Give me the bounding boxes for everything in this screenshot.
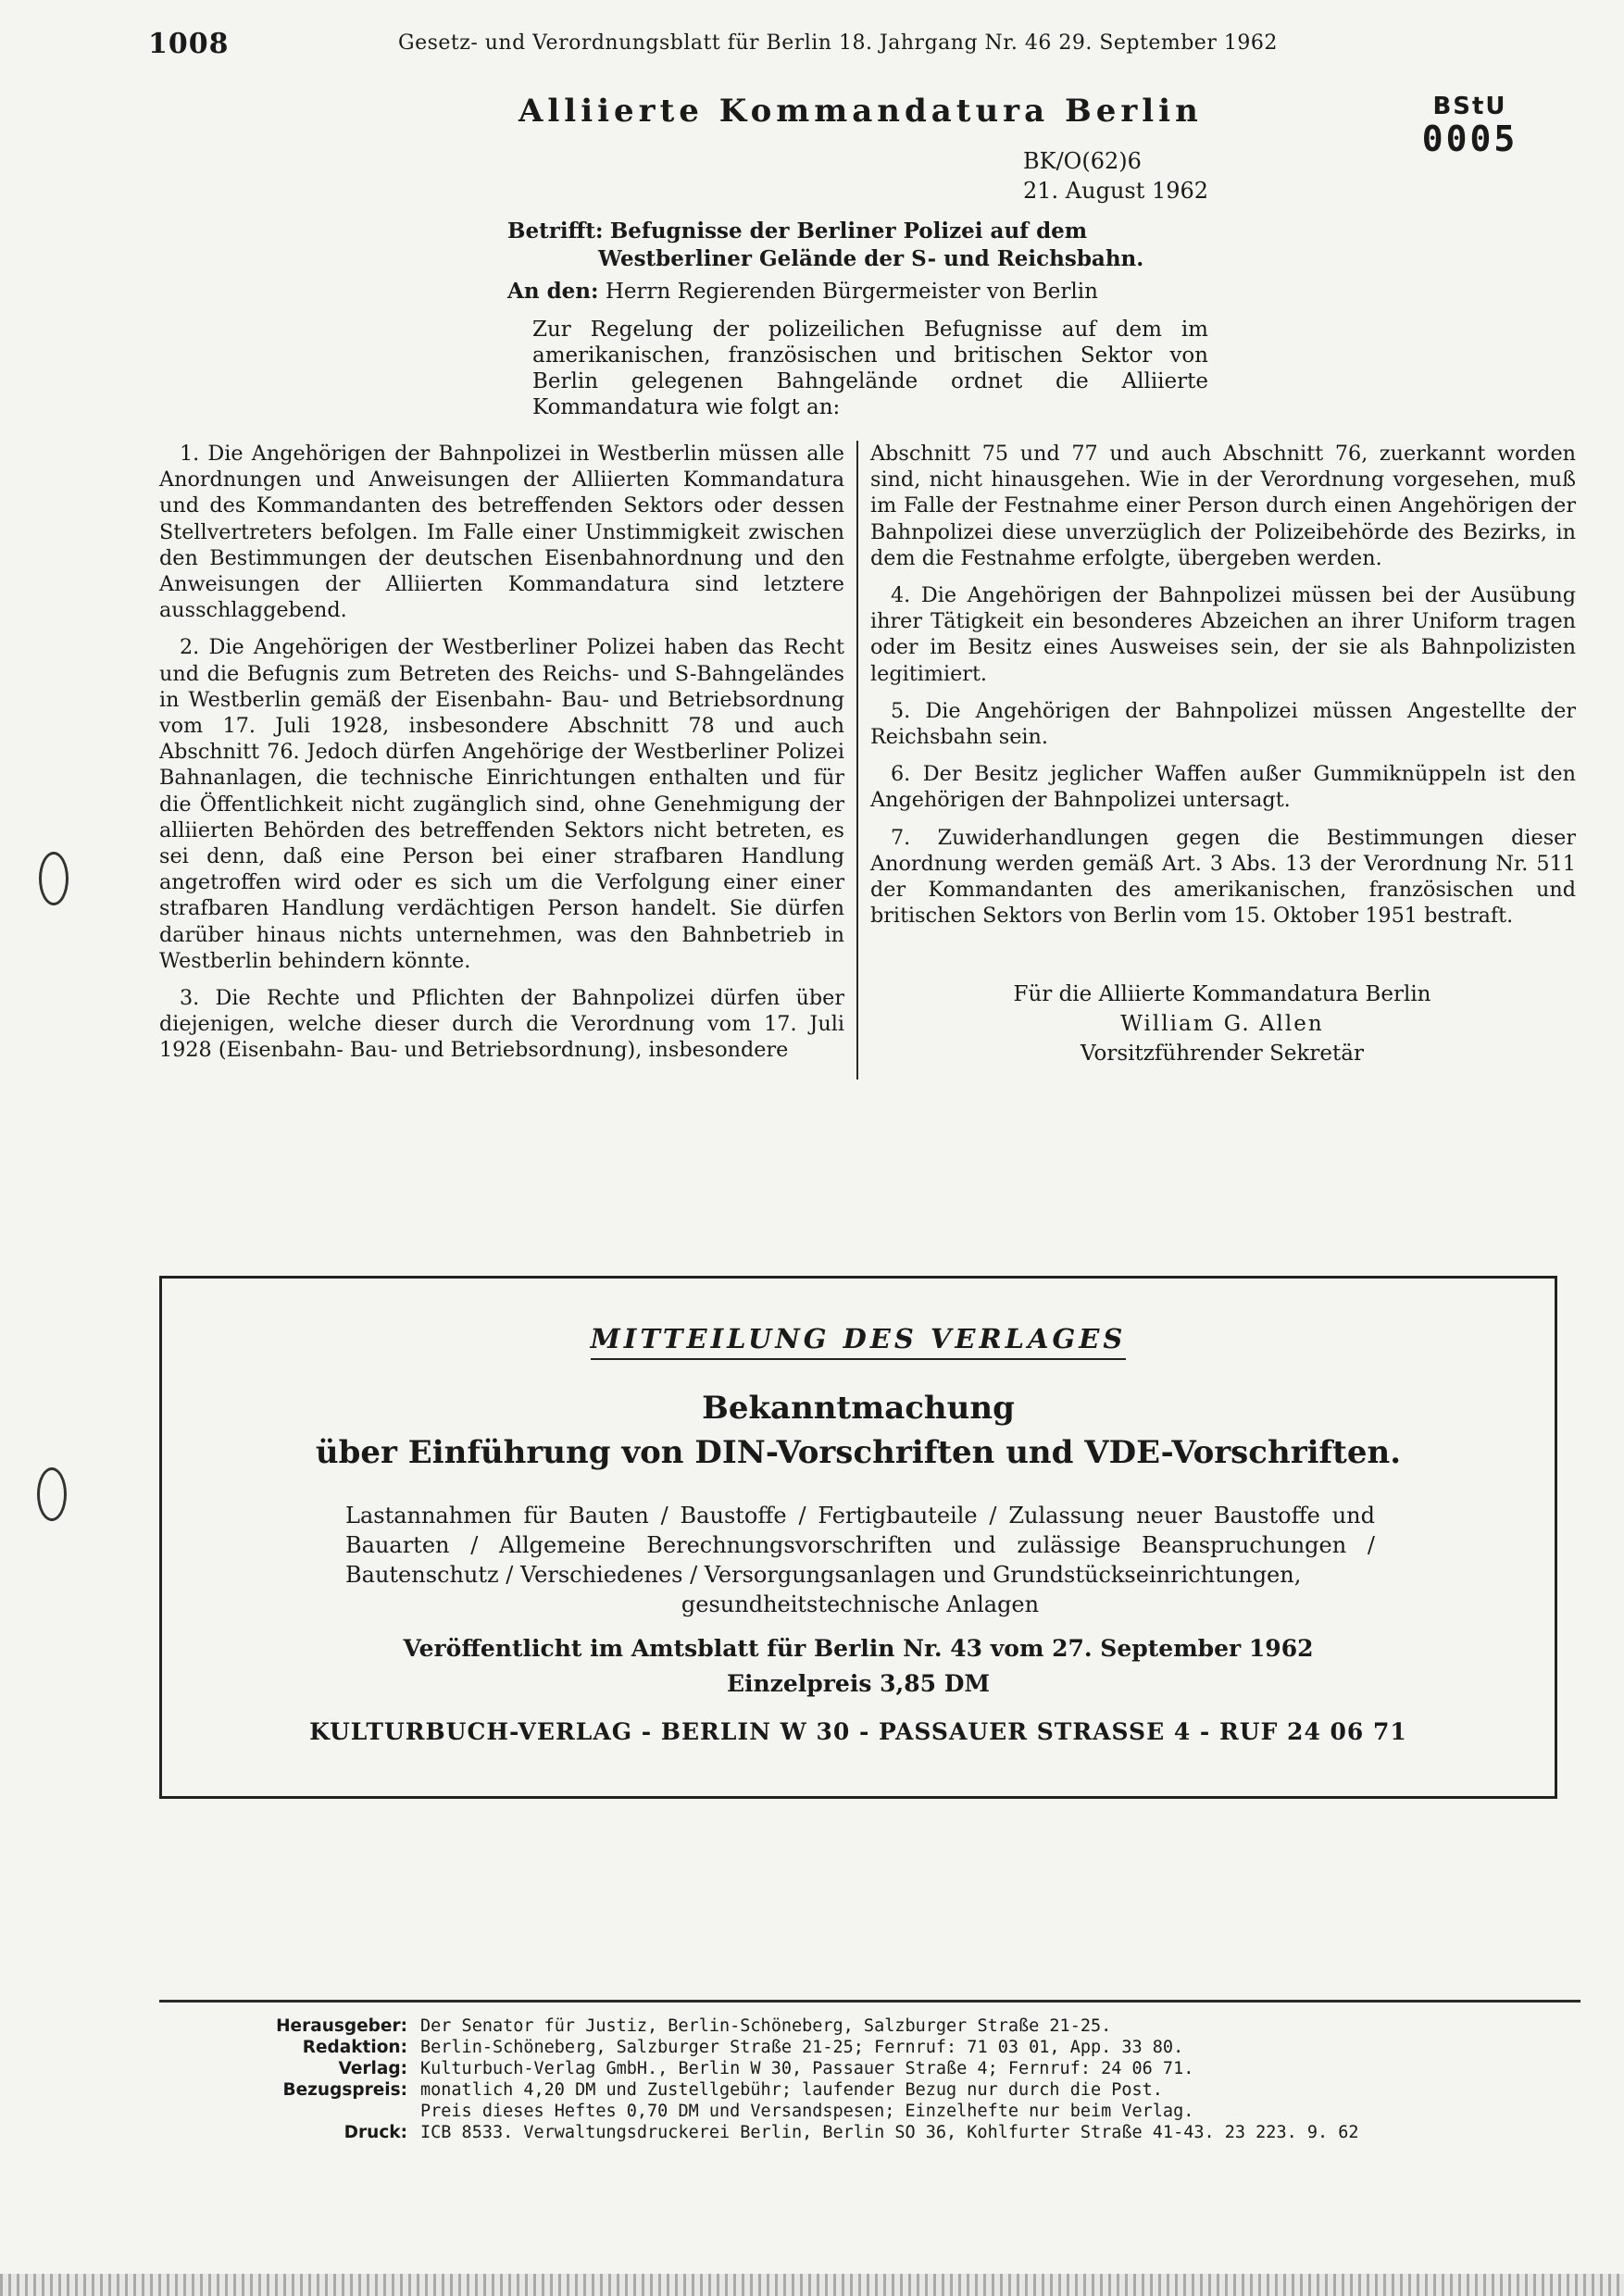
running-header	[111, 22, 1444, 59]
imprint-label: Druck:	[344, 2123, 407, 2142]
addressee-label: An den:	[507, 279, 599, 304]
notice-subtitle: über Einführung von DIN-Vorschriften und VDE-Vorschriften.	[315, 1434, 1402, 1471]
gazette-title: Gesetz- und Verordnungsblatt für Berlin 18. Jahrgang Nr. 46 29. September 1962	[398, 31, 1278, 55]
footer-rule	[159, 2000, 1580, 2003]
paragraph-3-continued: Abschnitt 75 und 77 und auch Abschnitt 76, zuerkannt worden sind, nicht hinausgehen. Wie in der Verordnung vorgesehen, muß im Falle der Festnahme einer Person durch einen Angehörigen der Bahnpolizei diese unverzüglich der Polizeibehörde des Bezirks, in dem die Festnahme erfolgte, übergeben werden.	[870, 442, 1576, 570]
page-number: 1008	[148, 28, 230, 60]
paragraph-2: 2. Die Angehörigen der Westberliner Polizei haben das Recht und die Befugnis zum Betreten des Reichs- und S-Bahngeländes in Westberlin gemäß der Eisenbahn- Bau- und Betriebsordnung vom 17. Juli 1928, insbesondere Abschnitt 78 und auch Abschnitt 76. Jedoch dürfen Angehörige der Westberliner Polizei Bahnanlagen, die technische Einrichtungen enthalten und für die Öffentlichkeit nicht zugänglich sind, ohne Genehmigung der alliierten Behörden des betreffenden Sektors nicht betreten, es sei denn, daß eine Person bei einer strafbaren Handlung angetroffen wird oder es sich um die Verfolgung einer einer strafbaren Handlung verdächtigen Person handelt. Sie dürfen darüber hinaus nichts unternehmen, was den Bahnbetrieb in Westberlin behindern könnte.	[159, 635, 844, 973]
archive-stamp	[1403, 93, 1537, 157]
imprint-value: monatlich 4,20 DM und Zustellgebühr; laufender Bezug nur durch die Post.	[420, 2080, 1163, 2100]
punch-hole-mark	[37, 1467, 67, 1521]
signatory-title: Vorsitzführender Sekretär	[1081, 1042, 1364, 1066]
left-column	[159, 441, 844, 1075]
notice-topics-main: Lastannahmen für Bauten / Baustoffe / Fertigbauteile / Zulassung neuer Baustoffe und Bauarten / Allgemeine Berechnungsvorschriften und zulässige Beanspruchungen / Bautenschutz / Verschiedenes / Versorgungsanlagen und Grundstückseinrichtungen,	[345, 1503, 1375, 1588]
paragraph-1: 1. Die Angehörigen der Bahnpolizei in Westberlin müssen alle Anordnungen und Anweisungen der Alliierten Kommandatura und des Kommandanten des betreffenden Sektors oder dessen Stellvertreters befolgen. Im Falle einer Unstimmigkeit zwischen den Bestimmungen der deutschen Eisenbahnordnung und den Anweisungen der Alliierten Kommandatura sind letztere ausschlaggebend.	[159, 442, 844, 623]
paragraph-7: 7. Zuwiderhandlungen gegen die Bestimmungen dieser Anordnung werden gemäß Art. 3 Abs. 13 der Verordnung Nr. 511 der Kommandanten des amerikanischen, französischen und britischen Sektors von Berlin vom 15. Oktober 1951 bestraft.	[870, 825, 1576, 929]
imprint-value: Preis dieses Heftes 0,70 DM und Versandspesen; Einzelhefte nur beim Verlag.	[420, 2102, 1194, 2121]
letter-date: 21. August 1962	[1023, 178, 1209, 204]
imprint-label: Verlag:	[338, 2059, 407, 2078]
right-column	[870, 441, 1576, 940]
imprint-value: Der Senator für Justiz, Berlin-Schöneberg, Salzburger Straße 21-25.	[420, 2016, 1112, 2036]
notice-topics	[345, 1501, 1375, 1619]
signature-block	[972, 980, 1472, 1068]
imprint-label: Redaktion:	[302, 2038, 407, 2057]
column-divider	[856, 441, 858, 1079]
imprint-row	[213, 2015, 1491, 2037]
subject-line	[507, 218, 1143, 273]
imprint-label: Herausgeber:	[276, 2016, 407, 2036]
notice-heading-text: MITTEILUNG DES VERLAGES	[591, 1323, 1127, 1360]
paragraph-4: 4. Die Angehörigen der Bahnpolizei müssen bei der Ausübung ihrer Tätigkeit ein besonderes Abzeichen an ihrer Uniform tragen oder im Besitz eines Ausweises sein, der sie als Bahnpolizisten legitimiert.	[870, 583, 1576, 686]
stamp-number: 0005	[1421, 119, 1518, 159]
notice-topics-last: gesundheitstechnische Anlagen	[681, 1591, 1040, 1617]
stamp-label: BStU	[1432, 93, 1507, 120]
signatory-name: William G. Allen	[1120, 1012, 1324, 1036]
imprint-value: ICB 8533. Verwaltungsdruckerei Berlin, Berlin SO 36, Kohlfurter Straße 41-43. 23 223. 9. 62	[420, 2123, 1359, 2142]
notice-title: Bekanntmachung	[702, 1390, 1015, 1427]
imprint-row	[213, 2122, 1491, 2143]
notice-heading	[162, 1323, 1555, 1354]
imprint-value: Berlin-Schöneberg, Salzburger Straße 21-25; Fernruf: 71 03 01, App. 33 80.	[420, 2038, 1184, 2057]
publication-note: Veröffentlicht im Amtsblatt für Berlin Nr. 43 vom 27. September 1962	[403, 1635, 1314, 1662]
imprint-row	[213, 2037, 1491, 2058]
imprint-label	[213, 2101, 420, 2122]
paragraph-6: 6. Der Besitz jeglicher Waffen außer Gummiknüppeln ist den Angehörigen der Bahnpolizei untersagt.	[870, 762, 1576, 813]
subject-text-1: Befugnisse der Berliner Polizei auf dem	[609, 218, 1088, 243]
scan-edge	[0, 2274, 1624, 2296]
imprint-value: Kulturbuch-Verlag GmbH., Berlin W 30, Passauer Straße 4; Fernruf: 24 06 71.	[420, 2059, 1194, 2078]
paragraph-3: 3. Die Rechte und Pflichten der Bahnpolizei dürfen über diejenigen, welche dieser durch die Verordnung vom 17. Juli 1928 (Eisenbahn- Bau- und Betriebsordnung), insbesondere	[159, 986, 844, 1063]
imprint-row	[213, 2079, 1491, 2101]
single-price: Einzelpreis 3,85 DM	[726, 1670, 991, 1697]
intro-paragraph: Zur Regelung der polizeilichen Befugnisse auf dem im amerikanischen, französischen und britischen Sektor von Berlin gelegenen Bahngelände ordnet die Alliierte Kommandatura wie folgt an:	[532, 318, 1208, 419]
publisher-address: KULTURBUCH-VERLAG - BERLIN W 30 - PASSAUER STRASSE 4 - RUF 24 06 71	[309, 1718, 1407, 1745]
subject-label: Betrifft:	[507, 218, 604, 243]
imprint-label: Bezugspreis:	[282, 2080, 407, 2100]
addressee-line	[507, 278, 1098, 306]
subject-text-2: Westberliner Gelände der S- und Reichsbahn.	[598, 246, 1144, 271]
paragraph-5: 5. Die Angehörigen der Bahnpolizei müssen Angestellte der Reichsbahn sein.	[870, 698, 1576, 750]
issuing-authority: Alliierte Kommandatura Berlin	[518, 93, 1203, 130]
signature-for: Für die Alliierte Kommandatura Berlin	[1013, 982, 1431, 1006]
reference-number: BK/O(62)6	[1023, 148, 1142, 174]
imprint	[213, 2015, 1491, 2143]
addressee-text: Herrn Regierenden Bürgermeister von Berlin	[605, 280, 1098, 304]
publisher-notice-box	[159, 1276, 1557, 1799]
imprint-row	[213, 2058, 1491, 2079]
punch-hole-mark	[39, 852, 69, 905]
imprint-row	[213, 2101, 1491, 2122]
